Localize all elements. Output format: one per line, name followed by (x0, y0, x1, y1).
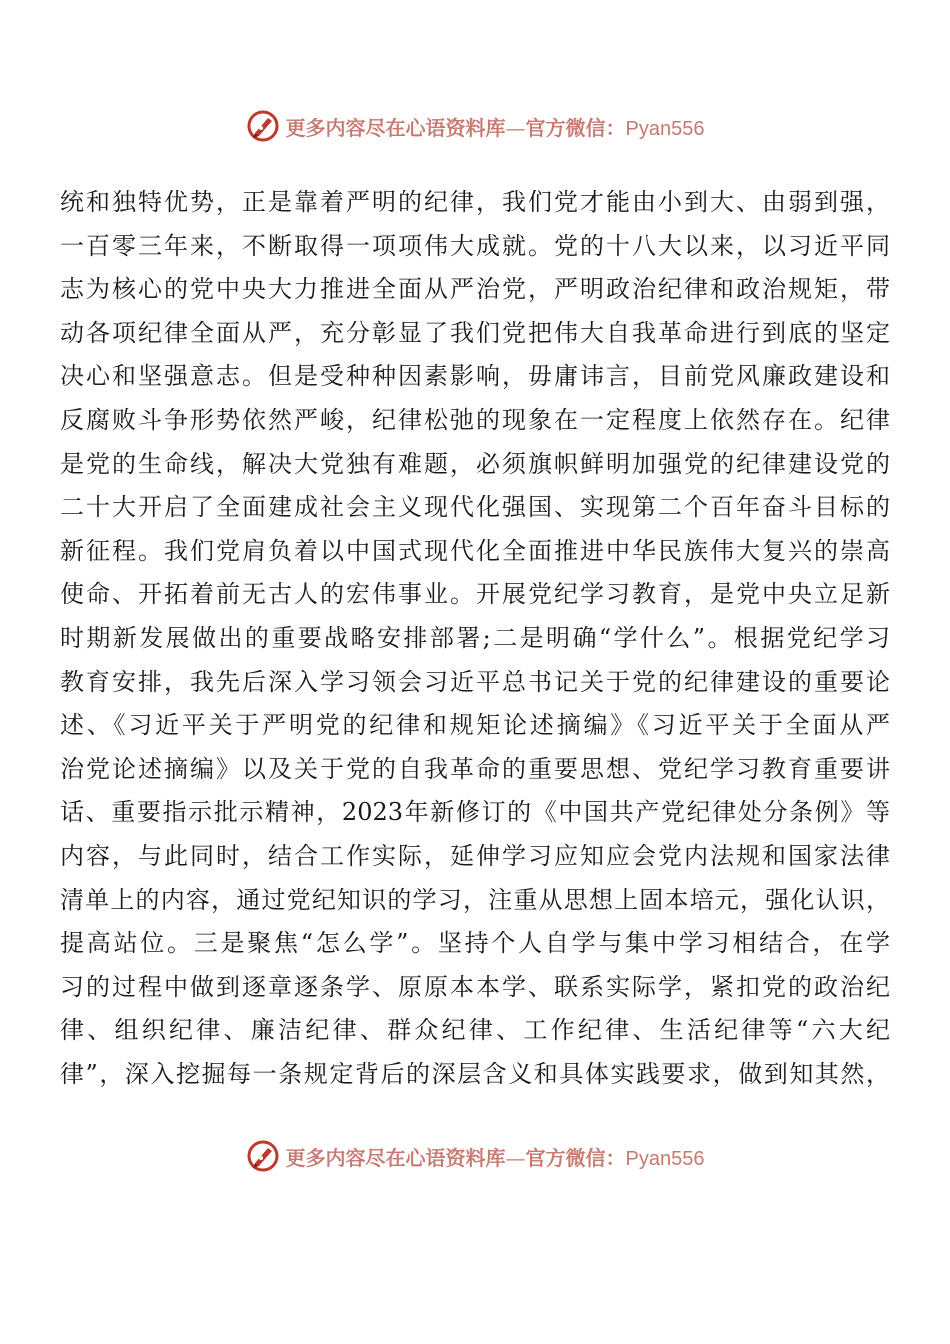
text-line: 新征程。我们党肩负着以中国式现代化全面推进中华民族伟大复兴的崇高 (60, 536, 890, 565)
text-line: 时期新发展做出的重要战略安排部署;二是明确“学什么”。根据党纪学习 (60, 623, 890, 652)
text-line: 反腐败斗争形势依然严峻，纪律松弛的现象在一定程度上依然存在。纪律 (60, 405, 890, 434)
watermark-text (286, 1142, 705, 1171)
text-line: 是党的生命线，解决大党独有难题，必须旗帜鲜明加强党的纪律建设党的 (60, 449, 890, 478)
text-line: 使命、开拓着前无古人的宏伟事业。开展党纪学习教育，是党中央立足新 (60, 580, 890, 609)
watermark-dash: — (505, 1145, 526, 1170)
text-line: 二十大开启了全面建成社会主义现代化强国、实现第二个百年奋斗目标的 (60, 493, 890, 522)
text-line: 述、《习近平关于严明党的纪律和规矩论述摘编》《习近平关于全面从严 (60, 711, 890, 740)
watermark-main: 更多内容尽在心语资料库 (285, 1145, 506, 1170)
text-line: 志为核心的党中央大力推进全面从严治党，严明政治纪律和政治规矩，带 (60, 275, 890, 304)
text-line: 一百零三年来，不断取得一项项伟大成就。党的十八大以来，以习近平同 (60, 231, 890, 260)
watermark-id: Pyan556 (625, 117, 705, 140)
watermark-text (286, 112, 705, 141)
watermark-dash: — (505, 115, 526, 140)
text-line: 动各项纪律全面从严，充分彰显了我们党把伟大自我革命进行到底的坚定 (60, 318, 890, 347)
watermark-main: 更多内容尽在心语资料库 (285, 115, 506, 140)
text-line: 习的过程中做到逐章逐条学、原原本本学、联系实际学，紧扣党的政治纪 (60, 972, 890, 1001)
watermark-header (0, 106, 950, 146)
body-paragraph (60, 181, 890, 1096)
text-line: 统和独特优势，正是靠着严明的纪律，我们党才能由小到大、由弱到强， (60, 188, 890, 216)
text-line: 教育安排，我先后深入学习领会习近平总书记关于党的纪律建设的重要论 (60, 667, 890, 696)
text-line: 律、组织纪律、廉洁纪律、群众纪律、工作纪律、生活纪律等“六大纪 (60, 1016, 890, 1045)
text-line: 决心和坚强意志。但是受种种因素影响，毋庸讳言，目前党风廉政建设和 (60, 362, 890, 391)
pen-logo-icon (246, 109, 280, 143)
watermark-footer (0, 1136, 950, 1176)
text-line: 内容，与此同时，结合工作实际，延伸学习应知应会党内法规和国家法律 (60, 841, 890, 870)
watermark-label: 官方微信： (525, 1145, 626, 1170)
pen-logo-icon (246, 1139, 280, 1173)
watermark-label: 官方微信： (525, 115, 626, 140)
text-line: 提高站位。三是聚焦“怎么学”。坚持个人自学与集中学习相结合，在学 (60, 929, 890, 958)
text-line: 治党论述摘编》以及关于党的自我革命的重要思想、党纪学习教育重要讲 (60, 754, 890, 783)
text-line: 律”，深入挖掘每一条规定背后的深层含义和具体实践要求，做到知其然， (60, 1059, 890, 1088)
text-line: 话、重要指示批示精神，2023年新修订的《中国共产党纪律处分条例》等 (60, 798, 890, 827)
text-line: 清单上的内容，通过党纪知识的学习，注重从思想上固本培元，强化认识， (60, 885, 890, 914)
watermark-id: Pyan556 (625, 1147, 705, 1170)
